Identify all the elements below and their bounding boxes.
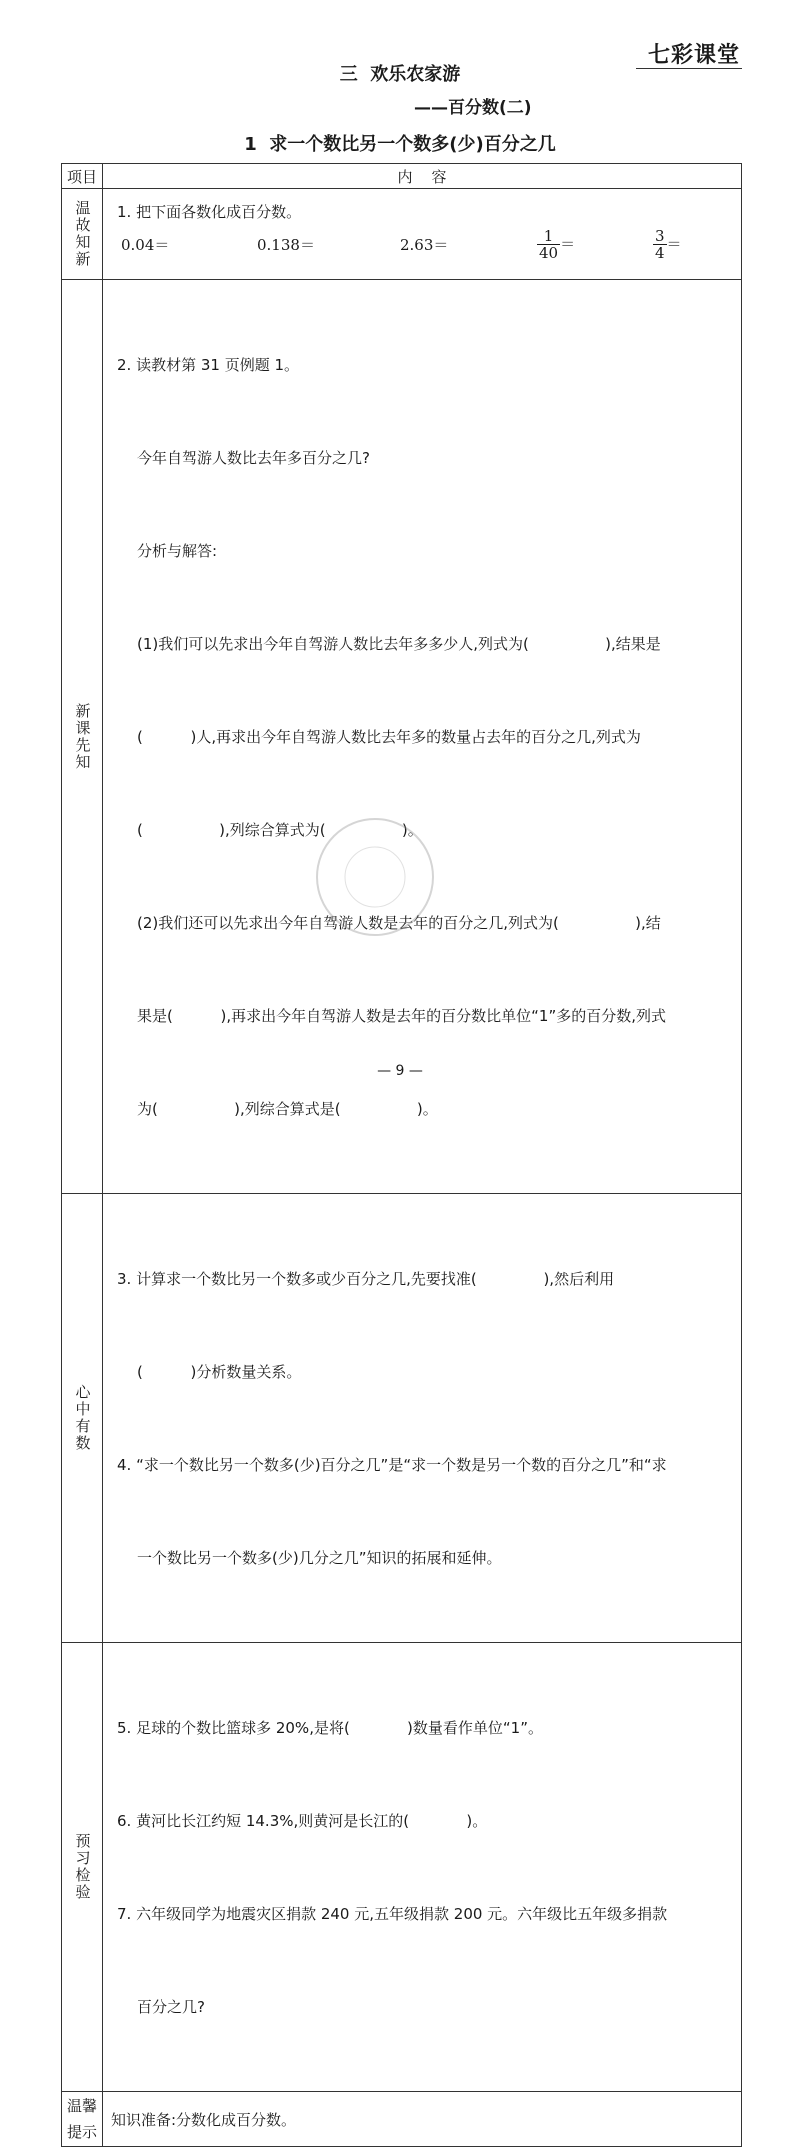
section-review — [62, 189, 742, 280]
lesson-title: 1 求一个数比另一个数多(少)百分之几 — [244, 134, 556, 155]
item-0-04: 0.04＝ — [121, 236, 170, 254]
mind-line-2: 4. “求一个数比另一个数多(少)百分之几”是“求一个数是另一个数的百分之几”和“求 — [117, 1456, 667, 1474]
logo-text: 七彩课堂 — [648, 42, 741, 68]
frac2-equals: ＝ — [666, 235, 682, 253]
new-line-8: 为( ),列综合算式是( )。 — [137, 1100, 438, 1118]
fraction-item-1 — [537, 228, 575, 261]
mind-line-0: 3. 计算求一个数比另一个数多或少百分之几,先要找准( ),然后利用 — [117, 1270, 615, 1288]
subtitle: ——百分数(二) — [414, 98, 532, 118]
frac2-numerator: 3 — [655, 227, 665, 245]
preview-line-3: 百分之几? — [137, 1998, 205, 2016]
preview-line-1: 6. 黄河比长江约短 14.3%,则黄河是长江的( )。 — [117, 1812, 488, 1830]
new-line-0: 2. 读教材第 31 页例题 1。 — [117, 356, 300, 374]
new-line-2: 分析与解答: — [137, 542, 218, 560]
question-1: 1. 把下面各数化成百分数。 — [117, 203, 302, 221]
frac1-numerator: 1 — [537, 228, 560, 245]
section-label-mind: 心中有数 — [73, 1384, 92, 1452]
conversion-row — [117, 228, 727, 268]
col-header-content: 内 容 — [103, 164, 742, 189]
section-label-tip: 温馨提示 — [66, 2097, 97, 2141]
frac1-equals: ＝ — [560, 235, 576, 253]
frac2-denominator: 4 — [655, 244, 665, 262]
section-tip — [62, 2092, 742, 2147]
content-table — [61, 163, 742, 2147]
new-line-6: (2)我们还可以先求出今年自驾游人数是去年的百分之几,列式为( ),结 — [137, 914, 661, 932]
mind-line-3: 一个数比另一个数多(少)几分之几”知识的拓展和延伸。 — [137, 1549, 502, 1567]
unit-title: 三 欢乐农家游 — [339, 64, 461, 85]
mind-line-1: ( )分析数量关系。 — [137, 1363, 302, 1381]
new-line-4: ( )人,再求出今年自驾游人数比去年多的数量占去年的百分之几,列式为 — [137, 728, 641, 746]
page-number: — 9 — — [377, 1063, 423, 1079]
item-2-63: 2.63＝ — [400, 236, 449, 254]
preview-line-2: 7. 六年级同学为地震灾区捐款 240 元,五年级捐款 200 元。六年级比五年级多捐款 — [117, 1905, 668, 1923]
table-header-row — [62, 164, 742, 189]
review-content — [103, 189, 741, 274]
section-new — [62, 280, 742, 1194]
section-label-preview: 预习检验 — [73, 1833, 92, 1901]
new-line-3: (1)我们可以先求出今年自驾游人数比去年多多少人,列式为( ),结果是 — [137, 635, 661, 653]
new-line-5: ( ),列综合算式为( )。 — [137, 821, 423, 839]
section-preview — [62, 1643, 742, 2092]
mind-content — [103, 1194, 741, 1642]
col-header-project: 项目 — [62, 164, 103, 189]
section-mind — [62, 1194, 742, 1643]
item-0-138: 0.138＝ — [257, 236, 315, 254]
frac1-denominator: 40 — [539, 244, 559, 262]
new-line-7: 果是( ),再求出今年自驾游人数是去年的百分数比单位“1”多的百分数,列式 — [137, 1007, 667, 1025]
preview-content — [103, 1643, 741, 2091]
new-line-1: 今年自驾游人数比去年多百分之几? — [137, 449, 370, 467]
new-content — [103, 280, 741, 1193]
tip-text: 知识准备:分数化成百分数。 — [111, 2110, 297, 2129]
section-label-new: 新课先知 — [73, 702, 92, 771]
section-label-review: 温故知新 — [73, 200, 92, 268]
fraction-item-2 — [653, 228, 682, 261]
preview-line-0: 5. 足球的个数比篮球多 20%,是将( )数量看作单位“1”。 — [117, 1719, 543, 1737]
watermark-stamp — [310, 812, 440, 942]
